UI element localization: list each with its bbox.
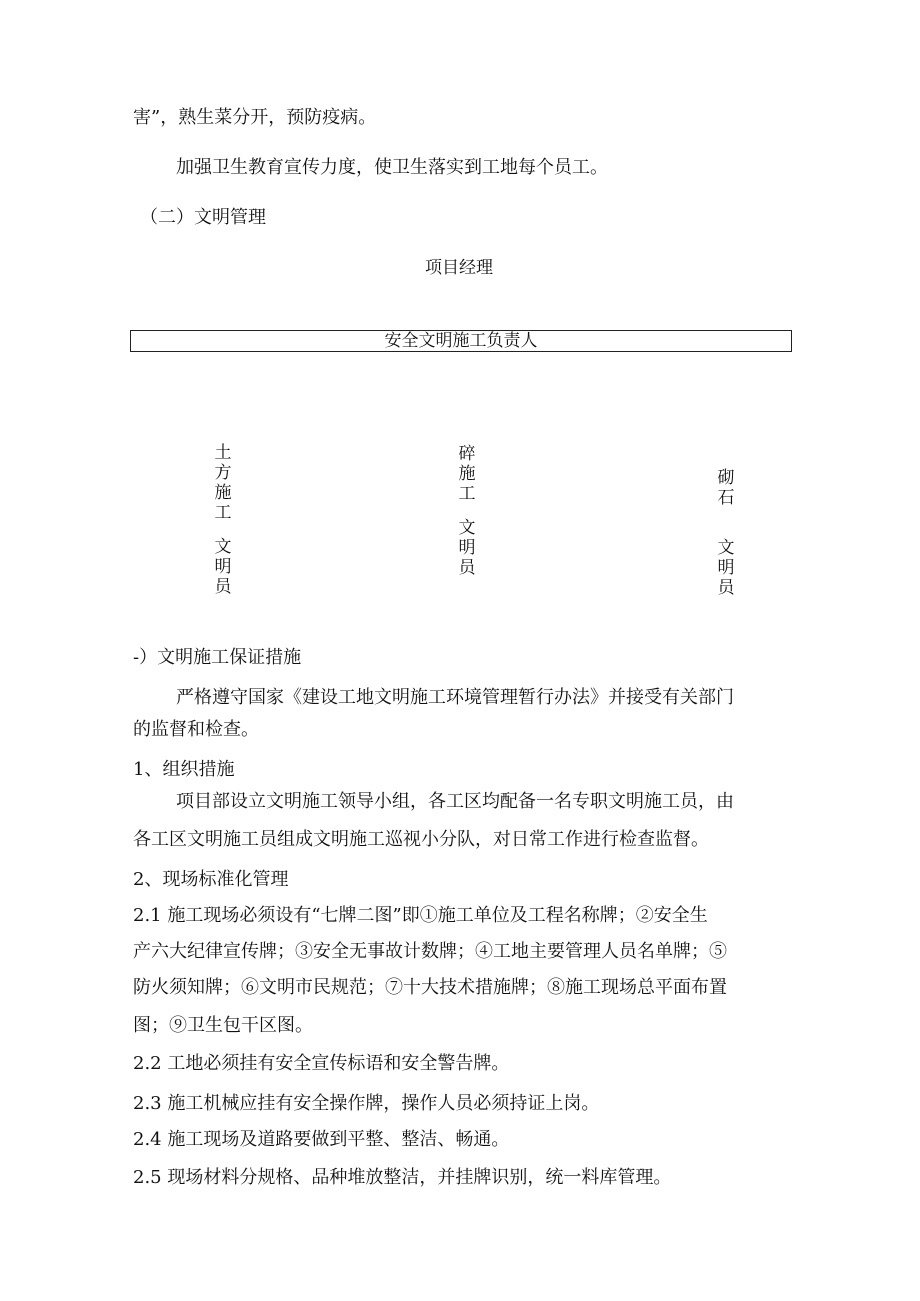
org-column-text: 碎施工 — [458, 444, 476, 504]
section-heading: -）文明施工保证措施 — [133, 647, 302, 668]
org-column-text: 砌石 — [717, 468, 735, 508]
org-column-text: 文明员 — [214, 537, 232, 597]
org-column-earthwork — [212, 443, 234, 597]
org-manager: 项目经理 — [425, 258, 493, 278]
org-column-text: 文明员 — [717, 538, 735, 598]
text-line: 各工区文明施工员组成文明施工巡视小分队，对日常工作进行检查监督。 — [133, 829, 709, 850]
org-column-masonry — [715, 468, 737, 598]
text-line: 2.1 施工现场必须设有“七牌二图”即①施工单位及工程名称牌；②安全生 — [133, 905, 708, 926]
text-line: 害”，熟生菜分开，预防疫病。 — [133, 107, 377, 128]
text-line: 项目部设立文明施工领导小组，各工区均配备一名专职文明施工员，由 — [176, 791, 734, 812]
org-safety-box — [130, 330, 792, 352]
org-column-text: 文明员 — [458, 518, 476, 578]
text-line: 2.5 现场材料分规格、品种堆放整洁，并挂牌识别，统一料库管理。 — [133, 1167, 672, 1188]
item-heading: 1、组织措施 — [133, 759, 235, 780]
text-line: 加强卫生教育宣传力度，使卫生落实到工地每个员工。 — [176, 157, 608, 178]
text-line: 2.4 施工现场及道路要做到平整、整洁、畅通。 — [133, 1129, 510, 1150]
text-line: 产六大纪律宣传牌；③安全无事故计数牌；④工地主要管理人员名单牌；⑤ — [133, 941, 727, 962]
org-column-crushed — [456, 444, 478, 578]
item-heading: 2、现场标准化管理 — [133, 869, 289, 890]
text-line: 2.3 施工机械应挂有安全操作牌，操作人员必须持证上岗。 — [133, 1093, 600, 1114]
text-line: 2.2 工地必须挂有安全宣传标语和安全警告牌。 — [133, 1053, 510, 1074]
section-heading: （二）文明管理 — [140, 207, 266, 228]
text-line: 图；⑨卫生包干区图。 — [133, 1015, 313, 1036]
text-line: 严格遵守国家《建设工地文明施工环境管理暂行办法》并接受有关部门 — [176, 687, 734, 708]
org-column-text: 土方施工 — [214, 443, 232, 523]
text-line: 的监督和检查。 — [133, 719, 259, 740]
text-line: 防火须知牌；⑥文明市民规范；⑦十大技术措施牌；⑧施工现场总平面布置 — [133, 977, 727, 998]
org-safety-label: 安全文明施工负责人 — [384, 331, 538, 351]
